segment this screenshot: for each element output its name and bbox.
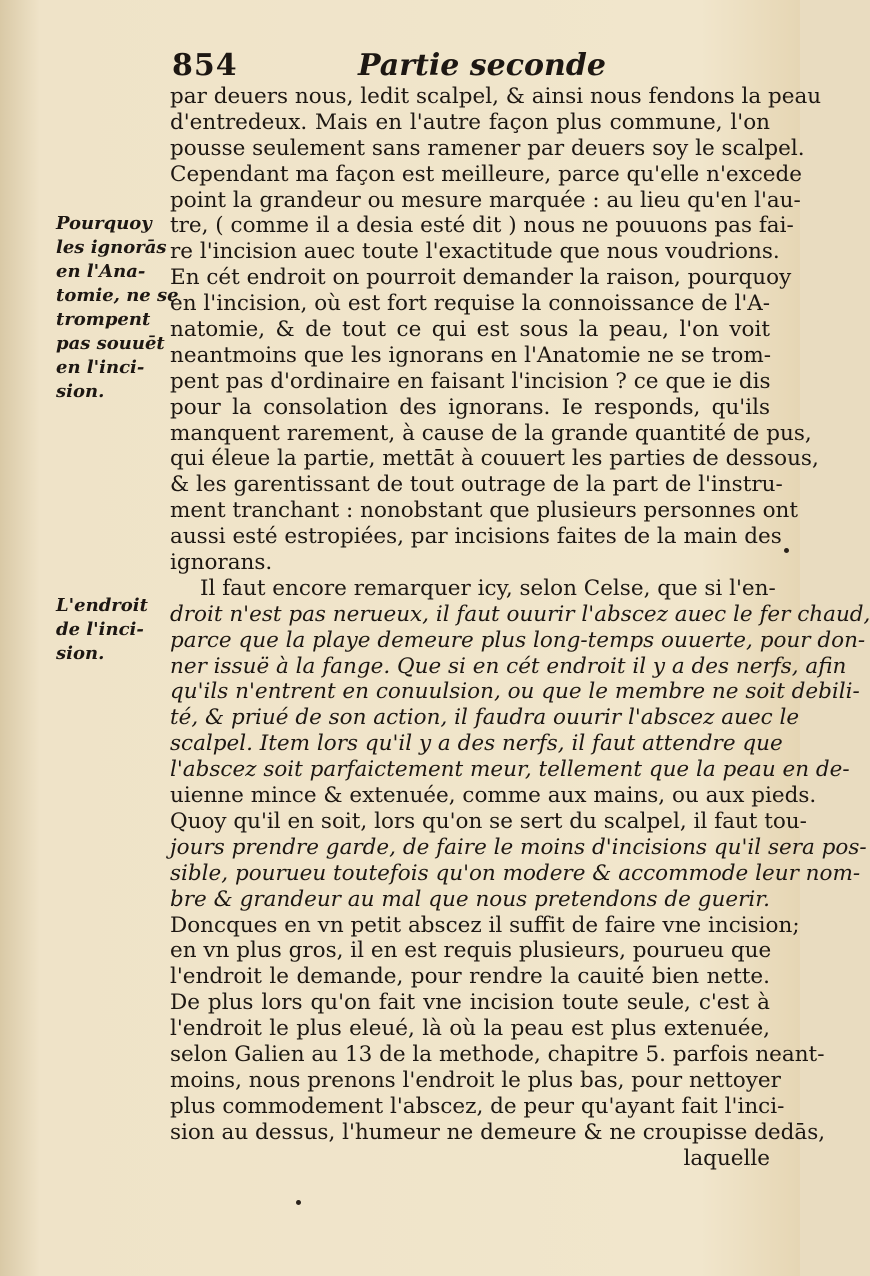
text-line: l'endroit le plus eleué, là où la peau est plus extenuée, <box>170 1016 770 1042</box>
text-line: En cét endroit on pourroit demander la raison, pourquoy <box>170 265 792 291</box>
text-line: natomie, & de tout ce qui est sous la peau, l'on voit <box>170 317 770 343</box>
page-number: 854 <box>172 48 238 83</box>
body-text <box>170 84 870 1171</box>
ink-speck <box>296 1200 301 1205</box>
text-line: & les garentissant de tout outrage de la part de l'instru- <box>170 472 783 498</box>
margin-note-line: les ignorās <box>56 237 167 258</box>
margin-note-line: Pourquoy <box>56 213 152 234</box>
text-line: l'endroit le demande, pour rendre la cauité bien nette. <box>170 964 770 990</box>
margin-note-line: sion. <box>56 643 105 664</box>
catchword: laquelle <box>683 1145 770 1171</box>
text-line: bre & grandeur au mal que nous pretendons de guerir. <box>170 886 770 912</box>
text-line: selon Galien au 13 de la methode, chapitre 5. parfois neant- <box>170 1041 825 1067</box>
text-line: scalpel. Item lors qu'il y a des nerfs, il faut attendre que <box>170 731 783 757</box>
text-line: Doncques en vn petit abscez il suffit de faire vne incision; <box>170 912 800 938</box>
text-line: Cependant ma façon est meilleure, parce qu'elle n'excede <box>170 161 802 187</box>
margin-note-line: sion. <box>56 381 105 402</box>
margin-note-line: pas souuēt <box>56 333 165 354</box>
margin-note-endroit <box>56 594 174 666</box>
running-head: Partie seconde <box>358 48 606 83</box>
text-line: manquent rarement, à cause de la grande quantité de pus, <box>170 420 812 446</box>
text-line: pousse seulement sans ramener par deuers soy le scalpel. <box>170 135 805 161</box>
margin-note-line: L'endroit <box>56 595 148 616</box>
text-line: en vn plus gros, il en est requis plusieurs, pourueu que <box>170 938 772 964</box>
text-line: ner issuë à la fange. Que si en cét endroit il y a des nerfs, afin <box>170 653 847 679</box>
margin-note-ignorants <box>56 212 179 404</box>
margin-note-line: en l'inci- <box>56 357 145 378</box>
text-line: sible, pourueu toutefois qu'on modere & accommode leur nom- <box>170 860 861 886</box>
text-line: Il faut encore remarquer icy, selon Celse, que si l'en- <box>200 575 776 601</box>
text-line: re l'incision auec toute l'exactitude que nous voudrions. <box>170 239 780 265</box>
margin-note-line: en l'Ana- <box>56 261 146 282</box>
margin-note-line: de l'inci- <box>56 619 144 640</box>
text-line: De plus lors qu'on fait vne incision toute seule, c'est à <box>170 990 770 1016</box>
text-line: moins, nous prenons l'endroit le plus bas, pour nettoyer <box>170 1067 781 1093</box>
text-line: par deuers nous, ledit scalpel, & ainsi nous fendons la peau <box>170 84 822 109</box>
text-line: plus commodement l'abscez, de peur qu'ayant fait l'inci- <box>170 1093 785 1119</box>
text-line: aussi esté estropiées, par incisions faites de la main des <box>170 524 782 550</box>
text-line: l'abscez soit parfaictement meur, tellement que la peau en de- <box>170 757 850 783</box>
text-line: qui éleue la partie, mettāt à couuert les parties de dessous, <box>170 446 819 472</box>
page-header <box>170 44 770 84</box>
text-line: qu'ils n'entrent en conuulsion, ou que le membre ne soit debili- <box>170 679 860 705</box>
text-line: té, & priué de son action, il faudra ouurir l'abscez auec le <box>170 705 800 731</box>
text-line: en l'incision, où est fort requise la connoissance de l'A- <box>170 291 771 317</box>
text-line: ment tranchant : nonobstant que plusieurs personnes ont <box>170 498 799 524</box>
text-line: pour la consolation des ignorans. Ie responds, qu'ils <box>170 394 770 420</box>
text-line: neantmoins que les ignorans en l'Anatomie ne se trom- <box>170 342 771 368</box>
text-line: jours prendre garde, de faire le moins d'incisions qu'il sera pos- <box>170 834 867 860</box>
text-line: pent pas d'ordinaire en faisant l'incision ? ce que ie dis <box>170 368 771 394</box>
text-line: Quoy qu'il en soit, lors qu'on se sert du scalpel, il faut tou- <box>170 808 807 834</box>
ink-speck <box>784 548 789 553</box>
text-line: uienne mince & extenuée, comme aux mains, ou aux pieds. <box>170 783 817 809</box>
text-line: tre, ( comme il a desia esté dit ) nous ne pouuons pas fai- <box>170 213 794 239</box>
text-line: droit n'est pas nerueux, il faut ouurir l'abscez auec le fer chaud, <box>170 601 870 627</box>
text-line: d'entredeux. Mais en l'autre façon plus commune, l'on <box>170 109 770 135</box>
text-line: point la grandeur ou mesure marquée : au lieu qu'en l'au- <box>170 187 801 213</box>
text-line: ignorans. <box>170 550 273 576</box>
margin-note-line: tomie, ne se <box>56 285 179 306</box>
margin-note-line: trompent <box>56 309 151 330</box>
text-line: parce que la playe demeure plus long-temps ouuerte, pour don- <box>170 627 866 653</box>
text-line: sion au dessus, l'humeur ne demeure & ne croupisse dedās, <box>170 1119 826 1145</box>
